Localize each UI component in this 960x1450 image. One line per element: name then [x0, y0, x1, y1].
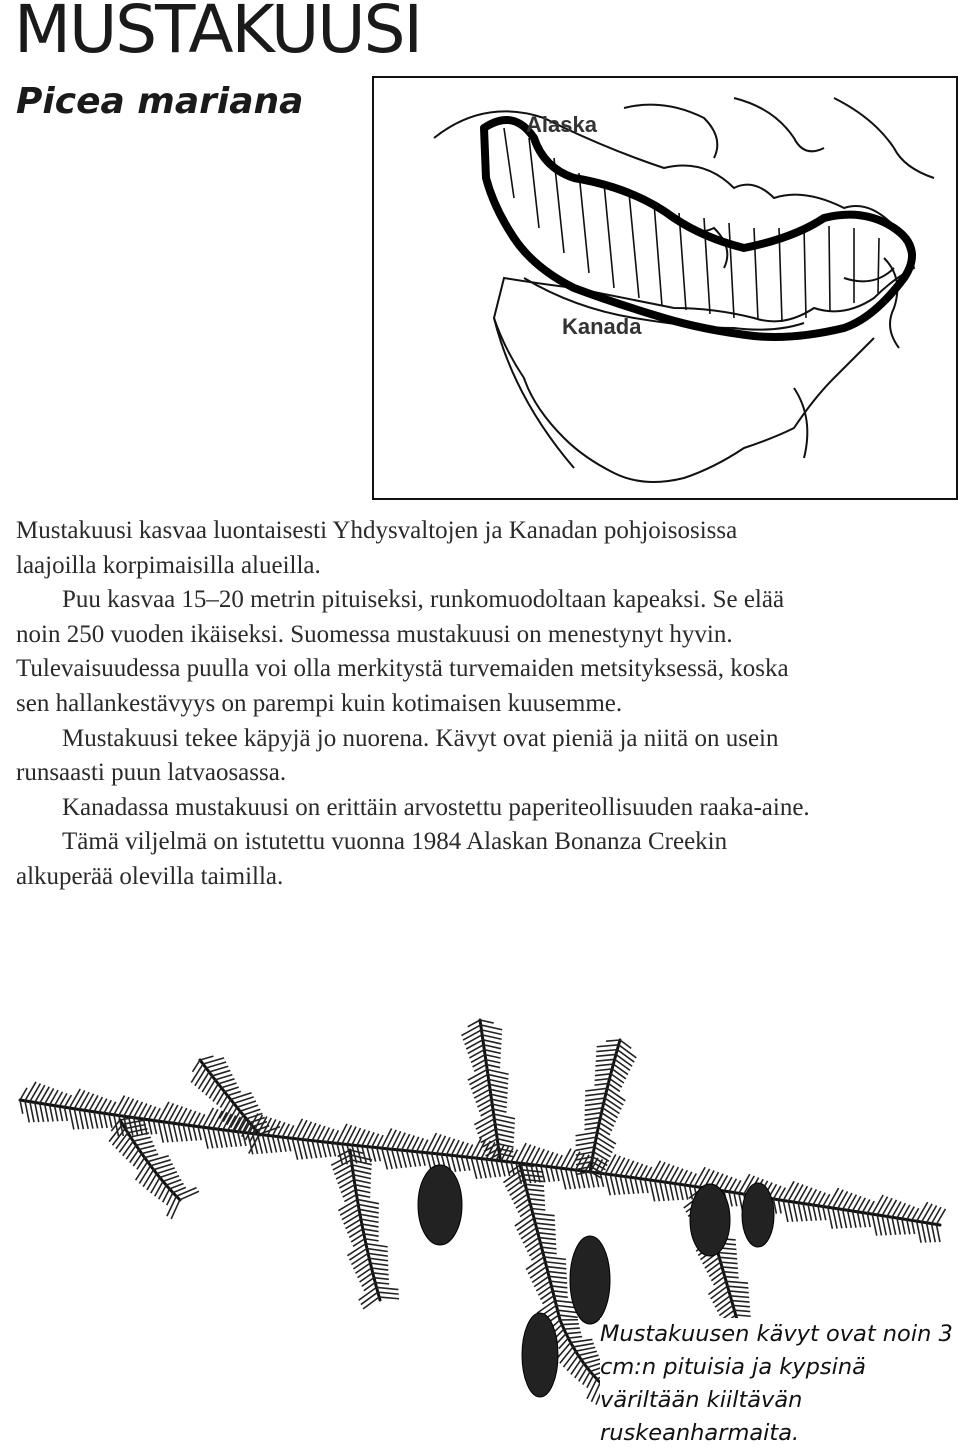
- paragraph-cones: Mustakuusi tekee käpyjä jo nuorena. Kävyt ovat pieniä ja niitä on usein runsaasti puun latvaosassa.: [16, 722, 816, 791]
- paragraph-paper-industry: Kanadassa mustakuusi on erittäin arvostettu paperiteollisuuden raaka-aine.: [16, 791, 816, 826]
- distribution-map: [372, 76, 958, 500]
- cone-3: [690, 1184, 730, 1256]
- description-text: [16, 514, 816, 895]
- cone-1: [418, 1165, 462, 1245]
- cone-5: [522, 1313, 558, 1397]
- cone-4: [742, 1183, 774, 1247]
- north-america-map-illustration: [374, 78, 956, 498]
- paragraph-growth: Puu kasvaa 15–20 metrin pituiseksi, runkomuodoltaan kapeaksi. Se elää noin 250 vuoden ikäiseksi. Suomessa mustakuusi on menestynyt hyvin. Tulevaisuudessa puulla voi olla merkitystä turvemaiden metsityksessä, koska sen hallankestävyys on parempi kuin kotimaisen kuusemme.: [16, 583, 816, 721]
- page-title: MUSTAKUUSI: [14, 0, 421, 67]
- map-label-canada: Kanada: [562, 314, 642, 339]
- cone-2: [570, 1236, 610, 1324]
- map-label-alaska: Alaska: [526, 112, 598, 137]
- paragraph-planting: Tämä viljelmä on istutettu vuonna 1984 Alaskan Bonanza Creekin alkuperää olevilla taimilla.: [16, 825, 816, 894]
- scientific-name: Picea mariana: [16, 80, 303, 123]
- cone-caption: Mustakuusen kävyt ovat noin 3 cm:n pituisia ja kypsinä väriltään kiiltävän ruskeanharmaita.: [600, 1318, 956, 1450]
- paragraph-distribution: Mustakuusi kasvaa luontaisesti Yhdysvaltojen ja Kanadan pohjoisosissa laajoilla korpimaisilla alueilla.: [16, 514, 816, 583]
